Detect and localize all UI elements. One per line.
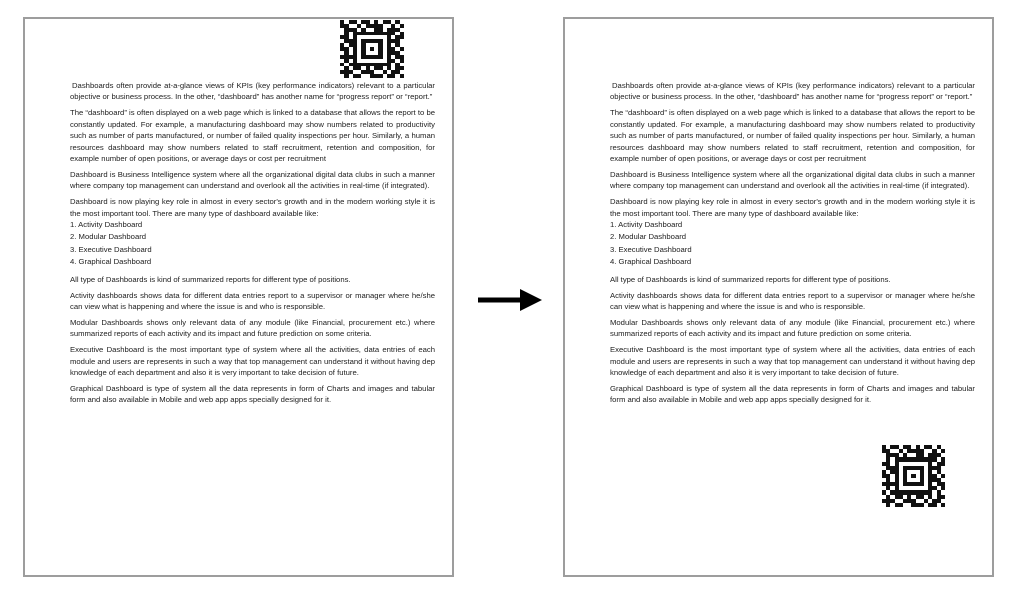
paragraph: Activity dashboards shows data for different data entries report to a supervisor or manager where he/she can view what is happening and where the issue is and who is responsible.	[610, 290, 975, 311]
list-item: 4. Graphical Dashboard	[610, 257, 692, 267]
aztec-barcode-icon	[340, 20, 404, 78]
document-page-right	[563, 17, 994, 577]
paragraph: Dashboards often provide at-a-glance views of KPIs (key performance indicators) relevant to a particular objective or business process. In the other, “dashboard” has another name for “progress report” or “report.”	[70, 81, 435, 102]
paragraph: Dashboard is now playing key role in almost in every sector's growth and in the modern working style it is the most important tool. There are many type of dashboard available like:	[70, 197, 435, 218]
paragraph: Executive Dashboard is the most important type of system where all the activities, data entries of each module and users are represents in such a way that top management can understand it without having dep knowledge of each department and also it is very important to take decision of future.	[70, 345, 435, 377]
paragraph: Activity dashboards shows data for different data entries report to a supervisor or manager where he/she can view what is happening and where the issue is and who is responsible.	[70, 290, 435, 311]
right-arrow-icon	[477, 289, 543, 311]
paragraph: Dashboard is Business Intelligence system where all the organizational digital data clubs in such a manner where company top management can understand and overlook all the activities in real-time (if integrated).	[610, 169, 975, 191]
document-page-left	[23, 17, 454, 577]
list-item: 1. Activity Dashboard	[70, 219, 143, 229]
page-text-left	[70, 80, 435, 410]
page-text-right	[610, 80, 975, 410]
paragraph: Dashboards often provide at-a-glance views of KPIs (key performance indicators) relevant to a particular objective or business process. In the other, “dashboard” has another name for “progress report” or “report.”	[610, 81, 975, 102]
list-item: 3. Executive Dashboard	[610, 244, 692, 254]
paragraph: The “dashboard” is often displayed on a web page which is linked to a database that allows the report to be constantly updated. For example, a manufacturing dashboard may show numbers related to productivity such as number of parts manufactured, or number of failed quality inspections per hour. Similarly, a human resources dashboard may show numbers related to staff recruitment, retention and composition, for example number of open positions, or average days or cost per recruitment	[610, 108, 975, 163]
list-item: 2. Modular Dashboard	[610, 232, 687, 242]
list-item: 3. Executive Dashboard	[70, 244, 152, 254]
paragraph: Graphical Dashboard is type of system all the data represents in form of Charts and images and tabular form and also available in Mobile and web app apps specially designed for it.	[70, 383, 435, 405]
paragraph: All type of Dashboards is kind of summarized reports for different type of positions.	[610, 274, 891, 284]
paragraph: All type of Dashboards is kind of summarized reports for different type of positions.	[70, 274, 351, 284]
paragraph: Modular Dashboards shows only relevant data of any module (like Financial, procurement etc.) where summarized reports of each activity and its impact and future prediction on some criteria.	[70, 317, 435, 339]
paragraph: Graphical Dashboard is type of system all the data represents in form of Charts and images and tabular form and also available in Mobile and web app apps specially designed for it.	[610, 383, 975, 405]
aztec-barcode-icon	[882, 445, 945, 507]
paragraph: The “dashboard” is often displayed on a web page which is linked to a database that allows the report to be constantly updated. For example, a manufacturing dashboard may show numbers related to productivity such as number of parts manufactured, or number of failed quality inspections per hour. Similarly, a human resources dashboard may show numbers related to staff recruitment, retention and composition, for example number of open positions, or average days or cost per recruitment	[70, 108, 435, 163]
list-item: 4. Graphical Dashboard	[70, 257, 152, 267]
list-item: 2. Modular Dashboard	[70, 232, 147, 242]
paragraph: Modular Dashboards shows only relevant data of any module (like Financial, procurement etc.) where summarized reports of each activity and its impact and future prediction on some criteria.	[610, 317, 975, 339]
paragraph: Dashboard is Business Intelligence system where all the organizational digital data clubs in such a manner where company top management can understand and overlook all the activities in real-time (if integrated).	[70, 169, 435, 191]
paragraph: Executive Dashboard is the most important type of system where all the activities, data entries of each module and users are represents in such a way that top management can understand it without having dep knowledge of each department and also it is very important to take decision of future.	[610, 345, 975, 377]
paragraph: Dashboard is now playing key role in almost in every sector's growth and in the modern working style it is the most important tool. There are many type of dashboard available like:	[610, 197, 975, 218]
list-item: 1. Activity Dashboard	[610, 219, 683, 229]
